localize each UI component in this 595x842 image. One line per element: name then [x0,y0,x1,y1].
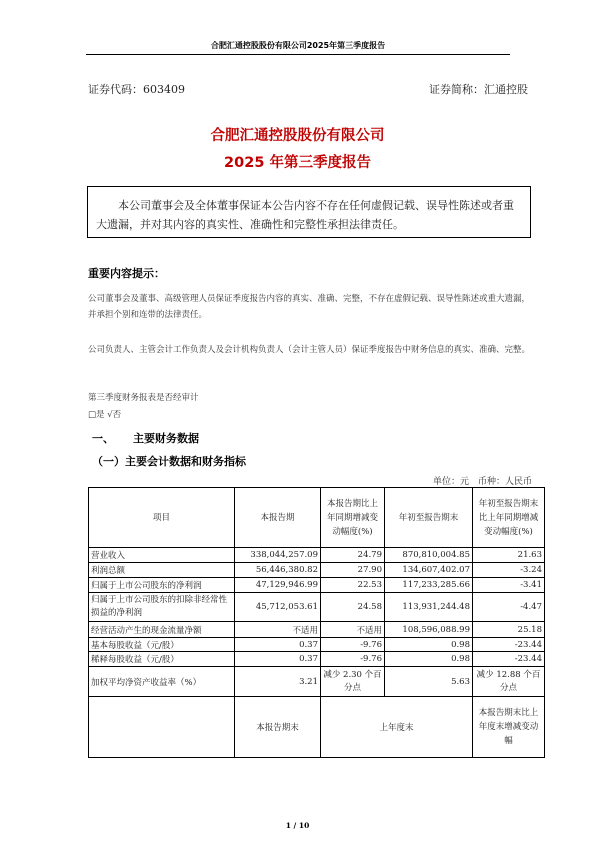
report-title: 2025 年第三季度报告 [224,155,371,171]
page-number: 1 / 10 [285,821,310,830]
important-paragraph-1: 公司董事会及董事、高级管理人员保证季度报告内容的真实、准确、完整，不存在虚假记载、误导性陈述或重大遗漏，并承担个别和连带的法律责任。 [88,294,531,320]
row-current-change: 24.79 [321,548,385,563]
header-current-change: 本报告期比上年同期增减变动幅度(%) [321,488,385,548]
row-current: 56,446,380.82 [235,563,321,578]
row-ytd-change: -4.47 [473,593,545,622]
row-current-change: 22.53 [321,578,385,593]
row-current-change: 不适用 [321,622,385,638]
row-item: 基本每股收益（元/股） [89,638,235,652]
row-ytd-change: 25.18 [473,622,545,638]
row-current: 47,129,946.99 [235,578,321,593]
table-row [89,638,545,652]
row-current-change: 减少 2.30 个百分点 [321,667,385,697]
subheader-change: 本报告期末比上年度末增减变动幅 [473,697,545,758]
running-header: 合肥汇通控股股份有限公司2025年第三季度报告 [210,41,386,50]
table-row [89,593,545,622]
row-current: 0.37 [235,652,321,667]
security-code: 证券代码：603409 [88,83,185,96]
header-ytd-change: 年初至报告期末比上年同期增减变动幅度(%) [473,488,545,548]
row-current: 3.21 [235,667,321,697]
row-ytd-change: -23.44 [473,638,545,652]
section-1-1-number: （一） [92,455,125,468]
row-item: 营业收入 [89,548,235,563]
row-current-change: 24.58 [321,593,385,622]
row-ytd-change: 21.63 [473,548,545,563]
security-abbreviation: 证券简称：汇通控股 [429,83,528,96]
financial-indicators-table [88,487,545,758]
row-ytd-change: 减少 12.88 个百分点 [473,667,545,697]
header-rule [86,54,510,55]
row-current-change: -9.76 [321,652,385,667]
audit-question: 第三季度财务报表是否经审计 [88,393,199,403]
row-current-change: -9.76 [321,638,385,652]
row-current: 不适用 [235,622,321,638]
table-row [89,622,545,638]
row-current: 338,044,257.09 [235,548,321,563]
header-current-period: 本报告期 [235,488,321,548]
row-ytd: 113,931,244.48 [385,593,473,622]
row-ytd: 134,607,402.07 [385,563,473,578]
row-ytd: 0.98 [385,638,473,652]
important-paragraph-2: 公司负责人、主管会计工作负责人及会计机构负责人（会计主管人员）保证季度报告中财务信息的真实、准确、完整。 [88,345,531,355]
header-item: 项目 [89,488,235,548]
section-1-number: 一、 [92,432,114,445]
header-ytd: 年初至报告期末 [385,488,473,548]
table-row [89,548,545,563]
row-item: 归属于上市公司股东的扣除非经常性损益的净利润 [89,593,235,622]
row-ytd-change: -3.24 [473,563,545,578]
row-ytd: 108,596,088.99 [385,622,473,638]
important-notice-heading: 重要内容提示： [88,267,165,280]
table-subheader-row [89,697,545,758]
subheader-current-period-end: 本报告期末 [235,697,321,758]
row-item: 稀释每股收益（元/股） [89,652,235,667]
audit-answer: □是 √否 [88,410,122,420]
section-1-1-title: 主要会计数据和财务指标 [125,455,246,468]
table-header-row [89,488,545,548]
table-row [89,563,545,578]
security-code-line [88,81,528,97]
table-row [89,667,545,697]
row-ytd: 870,810,004.85 [385,548,473,563]
row-current: 45,712,053.61 [235,593,321,622]
row-item: 归属于上市公司股东的净利润 [89,578,235,593]
row-ytd: 117,233,285.66 [385,578,473,593]
subheader-blank [89,697,235,758]
subheader-prior-year-end: 上年度末 [321,697,473,758]
row-item: 利润总额 [89,563,235,578]
row-ytd-change: -3.41 [473,578,545,593]
table-row [89,652,545,667]
company-title: 合肥汇通控股股份有限公司 [210,128,385,144]
row-current-change: 27.90 [321,563,385,578]
row-item: 经营活动产生的现金流量净额 [89,622,235,638]
row-item: 加权平均净资产收益率（%） [89,667,235,697]
board-notice-box: 本公司董事会及全体董事保证本公告内容不存在任何虚假记载、误导性陈述或者重大遗漏，并对其内容的真实性、准确性和完整性承担法律责任。 [87,186,531,238]
table-row [89,578,545,593]
row-ytd-change: -23.44 [473,652,545,667]
row-ytd: 0.98 [385,652,473,667]
section-1-title: 主要财务数据 [133,432,199,445]
currency-unit: 单位：元 币种：人民币 [432,477,532,487]
row-current: 0.37 [235,638,321,652]
row-ytd: 5.63 [385,667,473,697]
